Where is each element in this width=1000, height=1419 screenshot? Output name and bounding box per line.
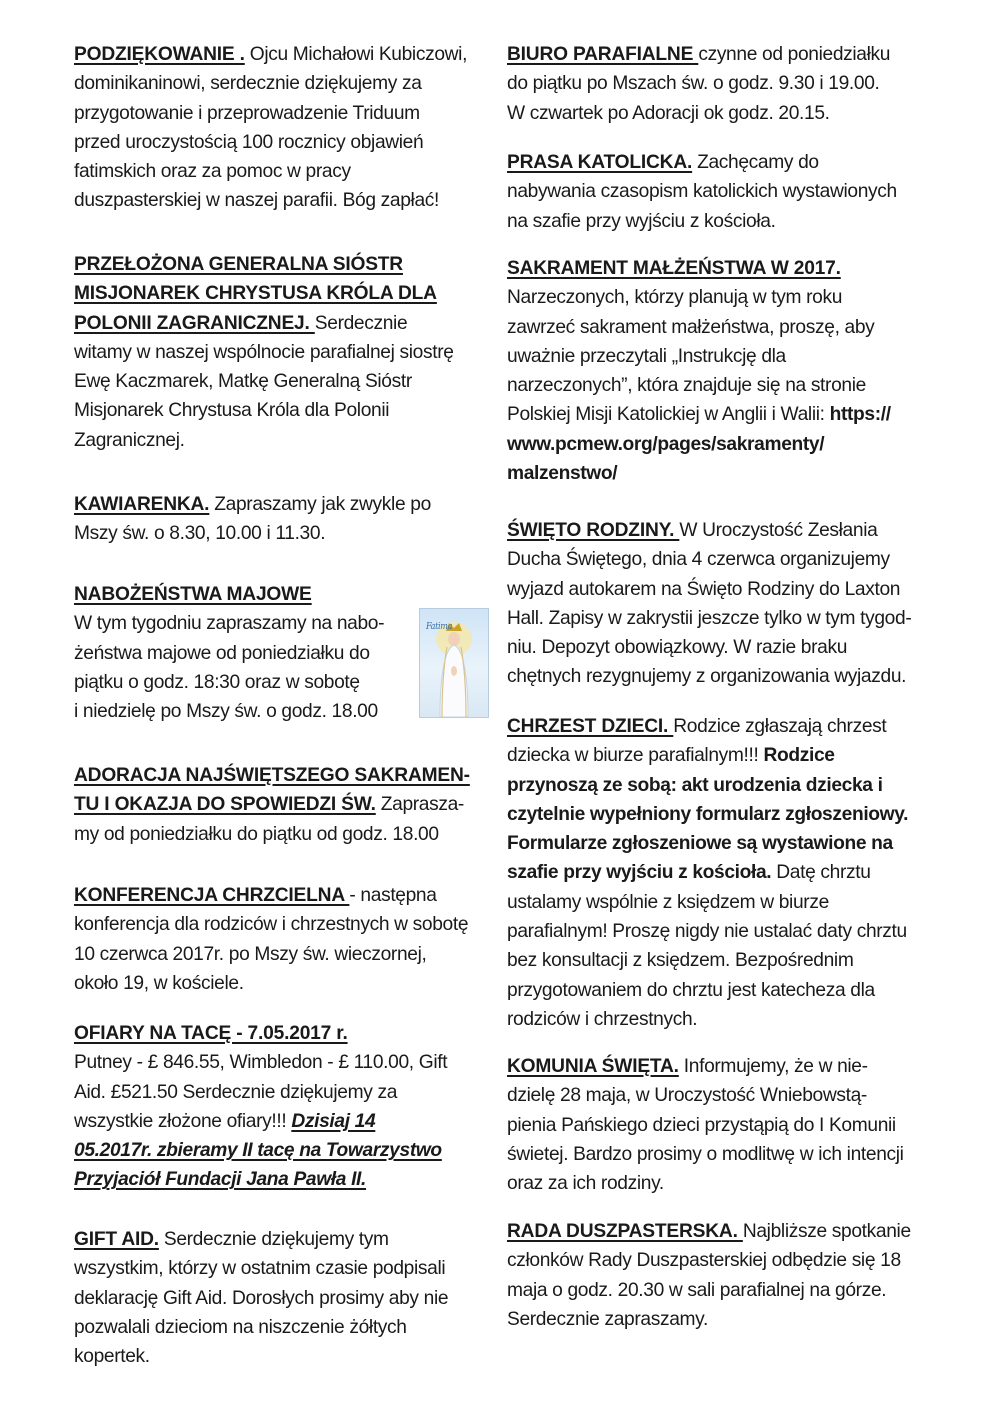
heading-swieto-rodziny: ŚWIĘTO RODZINY. (507, 520, 680, 541)
text-line: Ewę Kaczmarek, Matkę Generalną Sióstr (74, 371, 412, 393)
heading-rada: RADA DUSZPASTERSKA. (507, 1221, 743, 1242)
text-line: Serdecznie zapraszamy. (507, 1308, 708, 1330)
text-line: żeństwa majowe od poniedziałku do (74, 642, 370, 664)
text-line: zawrzeć sakrament małżeństwa, proszę, aby (507, 316, 875, 338)
section-chrzest (507, 712, 937, 1034)
text-line: Mszy św. o 8.30, 10.00 i 11.30. (74, 523, 326, 545)
emphasis-text: Dzisiaj 14 (291, 1110, 376, 1132)
fatima-image (419, 608, 489, 718)
bold-text: Formularze zgłoszeniowe są wystawione na (507, 833, 893, 855)
text-line: niu. Depozyt obowiązkowy. W razie braku (507, 637, 848, 659)
text-line: fatimskich oraz za pomoc w pracy (74, 161, 351, 183)
fatima-image-label: Fatima (426, 622, 453, 632)
text-line: czynne od poniedziałku (698, 44, 891, 65)
heading-przelozona-line: POLONII ZAGRANICZNEJ. (74, 312, 315, 334)
text-line: Zachęcamy do (692, 152, 819, 173)
text-line: parafialnym! Proszę nigdy nie ustalać daty chrztu (507, 921, 907, 943)
url-link[interactable]: https:// (829, 404, 891, 426)
text-line: 10 czerwca 2017r. po Mszy św. wieczornej, (74, 943, 427, 965)
heading-kawiarenka: KAWIARENKA. (74, 494, 210, 515)
heading-chrzest: CHRZEST DZIECI. (507, 716, 674, 737)
text-line: piątku o godz. 18:30 oraz w sobotę (74, 671, 360, 693)
heading-podziekowanie: PODZIĘKOWANIE . (74, 44, 245, 65)
bold-text: czytelnie wypełniony formularz zgłoszeniowy. (507, 803, 909, 825)
text-line: my od poniedziałku do piątku od godz. 18.00 (74, 823, 439, 845)
text-line: pienia Pańskiego dzieci przystąpią do I Komunii (507, 1114, 896, 1136)
text-line: nabywania czasopism katolickich wystawionych (507, 181, 897, 203)
text-line: wszystkim, którzy w ostatnim czasie podpisali (74, 1258, 446, 1280)
section-przelozona (74, 250, 494, 455)
heading-prasa: PRASA KATOLICKA. (507, 152, 693, 173)
heading-adoracja-line: ADORACJA NAJŚWIĘTSZEGO SAKRAMEN- (74, 765, 470, 786)
emphasis-text: Przyjaciół Fundacji Jana Pawła II. (74, 1169, 367, 1191)
url-link[interactable]: www.pcmew.org/pages/sakramenty/ (507, 433, 825, 455)
heading-komunia: KOMUNIA ŚWIĘTA. (507, 1056, 679, 1077)
text-line: Rodzice zgłaszają chrzest (673, 716, 887, 737)
section-adoracja (74, 761, 494, 849)
text-line: dziecka w biurze parafialnym!!! (507, 745, 764, 767)
heading-konferencja: KONFERENCJA CHRZCIELNA (74, 885, 350, 906)
text-line: Ojcu Michałowi Kubiczowi, (244, 44, 468, 65)
text-line: oraz za ich rodziny. (507, 1173, 664, 1195)
text-line: do piątku po Mszach św. o godz. 9.30 i 19.00. (507, 73, 880, 95)
text-line: około 19, w kościele. (74, 972, 244, 994)
heading-adoracja-line: TU I OKAZJA DO SPOWIEDZI ŚW. (74, 794, 376, 816)
section-nabozenstwa (74, 580, 494, 726)
heading-nabozenstwa: NABOŻEŃSTWA MAJOWE (74, 584, 312, 605)
text-line: W tym tygodniu zapraszamy na nabo- (74, 613, 385, 635)
section-konferencja (74, 881, 494, 998)
text-line: chętnych rezygnujemy z organizowania wyjazdu. (507, 666, 907, 688)
section-kawiarenka (74, 490, 494, 549)
section-swieto-rodziny (507, 516, 937, 692)
text-line: maja o godz. 20.30 w sali parafialnej na górze. (507, 1279, 887, 1301)
text-line: Ducha Świętego, dnia 4 czerwca organizujemy (507, 549, 890, 571)
text-line: uważnie przeczytali „Instrukcję dla (507, 345, 786, 367)
heading-przelozona-line: MISJONAREK CHRYSTUSA KRÓLA DLA (74, 283, 437, 305)
text-line: Zagranicznej. (74, 429, 185, 451)
text-line: Putney - £ 846.55, Wimbledon - £ 110.00, Gift (74, 1052, 448, 1074)
bold-text: przynoszą ze sobą: akt urodzenia dziecka i (507, 774, 883, 796)
heading-sakrament: SAKRAMENT MAŁŻEŃSTWA W 2017. (507, 258, 841, 279)
text-line: witamy w naszej wspólnocie parafialnej siostrę (74, 341, 454, 363)
text-line: Zapraszamy jak zwykle po (209, 494, 431, 515)
text-line: dominikaninowi, serdecznie dziękujemy za (74, 73, 422, 95)
text-line: Najbliższe spotkanie (742, 1221, 911, 1242)
text-line: Serdecznie dziękujemy tym (158, 1229, 389, 1250)
text-line: na szafie przy wyjściu z kościoła. (507, 210, 776, 232)
text-line: Zaprasza- (375, 794, 464, 816)
url-link[interactable]: malzenstwo/ (507, 463, 618, 485)
emphasis-text: 05.2017r. zbieramy II tacę na Towarzystwo (74, 1140, 442, 1162)
text-line: - następna (349, 885, 437, 906)
heading-gift-aid: GIFT AID. (74, 1229, 159, 1250)
text-line: duszpasterskiej w naszej parafii. Bóg zapłać! (74, 190, 439, 212)
text-line: Aid. £521.50 Serdecznie dziękujemy za (74, 1081, 398, 1103)
text-line: członków Rady Duszpasterskiej odbędzie się 18 (507, 1250, 901, 1272)
bold-text: Rodzice (763, 745, 835, 767)
section-prasa (507, 148, 937, 236)
section-komunia (507, 1052, 937, 1198)
text-line: Polskiej Misji Katolickiej w Anglii i Walii: (507, 404, 830, 426)
text-line: W Uroczystość Zesłania (679, 520, 878, 541)
bold-text: szafie przy wyjściu z kościoła. (507, 862, 772, 884)
text-line: Misjonarek Chrystusa Króla dla Polonii (74, 400, 390, 422)
text-line: i niedzielę po Mszy św. o godz. 18.00 (74, 701, 378, 723)
text-line: narzeczonych”, która znajduje się na stronie (507, 375, 866, 397)
text-line: bez konsultacji z księdzem. Bezpośrednim (507, 950, 854, 972)
section-podziekowanie (74, 40, 494, 216)
text-line: konferencja dla rodziców i chrzestnych w sobotę (74, 914, 469, 936)
heading-ofiary: OFIARY NA TACĘ - 7.05.2017 r. (74, 1023, 348, 1044)
text-line: przed uroczystością 100 rocznicy objawień (74, 131, 424, 153)
section-gift-aid (74, 1225, 494, 1371)
text-line: wszystkie złożone ofiary!!! (74, 1110, 292, 1132)
heading-biuro: BIURO PARAFIALNE (507, 44, 699, 65)
section-biuro (507, 40, 937, 128)
text-line: przygotowanie i przeprowadzenie Triduum (74, 102, 420, 124)
section-rada (507, 1217, 937, 1334)
text-line: Informujemy, że w nie- (678, 1056, 868, 1077)
text-line: kopertek. (74, 1346, 150, 1368)
text-line: Narzeczonych, którzy planują w tym roku (507, 287, 843, 309)
text-line: dzielę 28 maja, w Uroczystość Wniebowstą- (507, 1085, 867, 1107)
text-line: W czwartek po Adoracji ok godz. 20.15. (507, 102, 830, 124)
text-line: pozwalali dzieciom na niszczenie żółtych (74, 1316, 407, 1338)
text-line: rodziców i chrzestnych. (507, 1008, 698, 1030)
section-sakrament (507, 254, 937, 488)
text-line: Serdecznie (314, 312, 408, 334)
text-line: wyjazd autokarem na Święto Rodziny do Laxton (507, 578, 901, 600)
text-line: świetej. Bardzo prosimy o modlitwę w ich intencji (507, 1143, 904, 1165)
text-line: Hall. Zapisy w zakrystii jeszcze tylko w tym tygod- (507, 607, 912, 629)
heading-przelozona-line: PRZEŁOŻONA GENERALNA SIÓSTR (74, 254, 403, 275)
text-line: przygotowaniem do chrztu jest katecheza dla (507, 979, 875, 1001)
text-line: ustalamy wspólnie z księdzem w biurze (507, 891, 829, 913)
text-line: Datę chrztu (771, 862, 871, 884)
section-ofiary (74, 1019, 494, 1195)
text-line: deklarację Gift Aid. Dorosłych prosimy aby nie (74, 1287, 449, 1309)
